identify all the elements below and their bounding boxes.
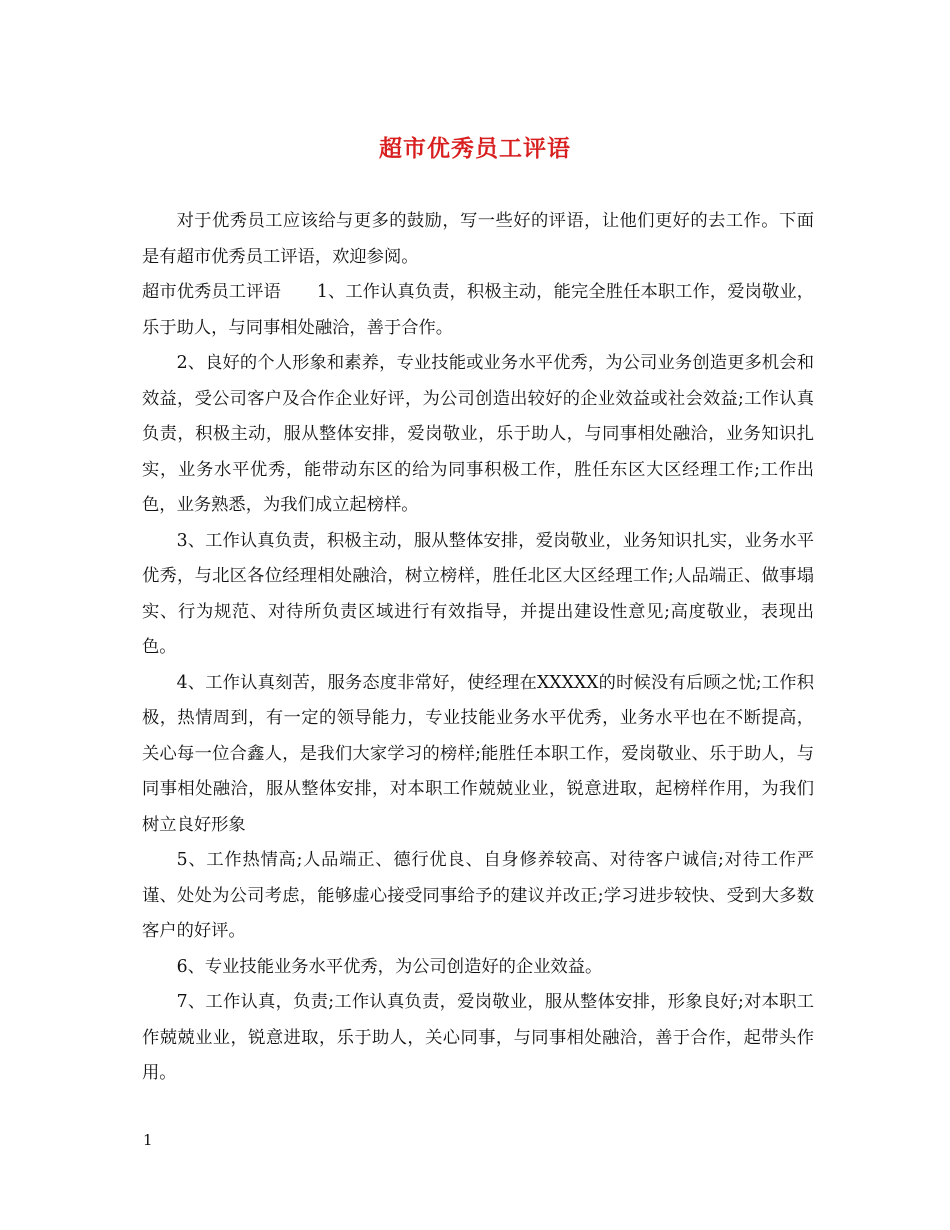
document-title: 超市优秀员工评语 bbox=[379, 135, 571, 162]
section-label: 超市优秀员工评语 bbox=[142, 282, 281, 302]
item-4-paragraph: 4、工作认真刻苦，服务态度非常好，使经理在XXXXX的时候没有后顾之忧;工作积极，热情周到，有一定的领导能力，专业技能业务水平优秀，业务水平也在不断提高，关心每一位合鑫人，是我们大家学习的榜样;能胜任本职工作，爱岗敬业、乐于助人，与同事相处融洽，服从整体安排，对本职工作兢兢业业，锐意进取，起榜样作用，为我们树立良好形象 bbox=[142, 672, 814, 835]
item-7-paragraph: 7、工作认真，负责;工作认真负责，爱岗敬业，服从整体安排，形象良好;对本职工作兢兢业业，锐意进取，乐于助人，关心同事，与同事相处融洽，善于合作，起带头作用。 bbox=[142, 992, 814, 1083]
item-3-paragraph: 3、工作认真负责，积极主动，服从整体安排，爱岗敬业，业务知识扎实，业务水平优秀，与北区各位经理相处融洽，树立榜样，胜任北区大区经理工作;人品端正、做事塌实、行为规范、对待所负责区域进行有效指导，并提出建设性意见;高度敬业，表现出色。 bbox=[142, 530, 814, 657]
item-6-paragraph: 6、专业技能业务水平优秀，为公司创造好的企业效益。 bbox=[176, 956, 603, 977]
document-body bbox=[142, 204, 814, 1092]
item-2-paragraph: 2、良好的个人形象和素养，专业技能或业务水平优秀，为公司业务创造更多机会和效益，受公司客户及合作企业好评，为公司创造出较好的企业效益或社会效益;工作认真负责，积极主动，服从整体安排，爱岗敬业，乐于助人，与同事相处融洽，业务知识扎实，业务水平优秀，能带动东区的给为同事积极工作，胜任东区大区经理工作;工作出色，业务熟悉，为我们成立起榜样。 bbox=[142, 353, 814, 515]
item-1-text: 1、工作认真负责，积极主动，能完全胜任本职工作，爱岗敬业，乐于助人，与同事相处融洽，善于合作。 bbox=[142, 282, 814, 338]
page-number: 1 bbox=[143, 1131, 153, 1149]
item-5-paragraph: 5、工作热情高;人品端正、德行优良、自身修养较高、对待客户诚信;对待工作严谨、处处为公司考虑，能够虚心接受同事给予的建议并改正;学习进步较快、受到大多数客户的好评。 bbox=[142, 850, 814, 941]
intro-paragraph: 对于优秀员工应该给与更多的鼓励，写一些好的评语，让他们更好的去工作。下面是有超市优秀员工评语，欢迎参阅。 bbox=[142, 211, 814, 267]
section-paragraph-1 bbox=[142, 275, 814, 346]
